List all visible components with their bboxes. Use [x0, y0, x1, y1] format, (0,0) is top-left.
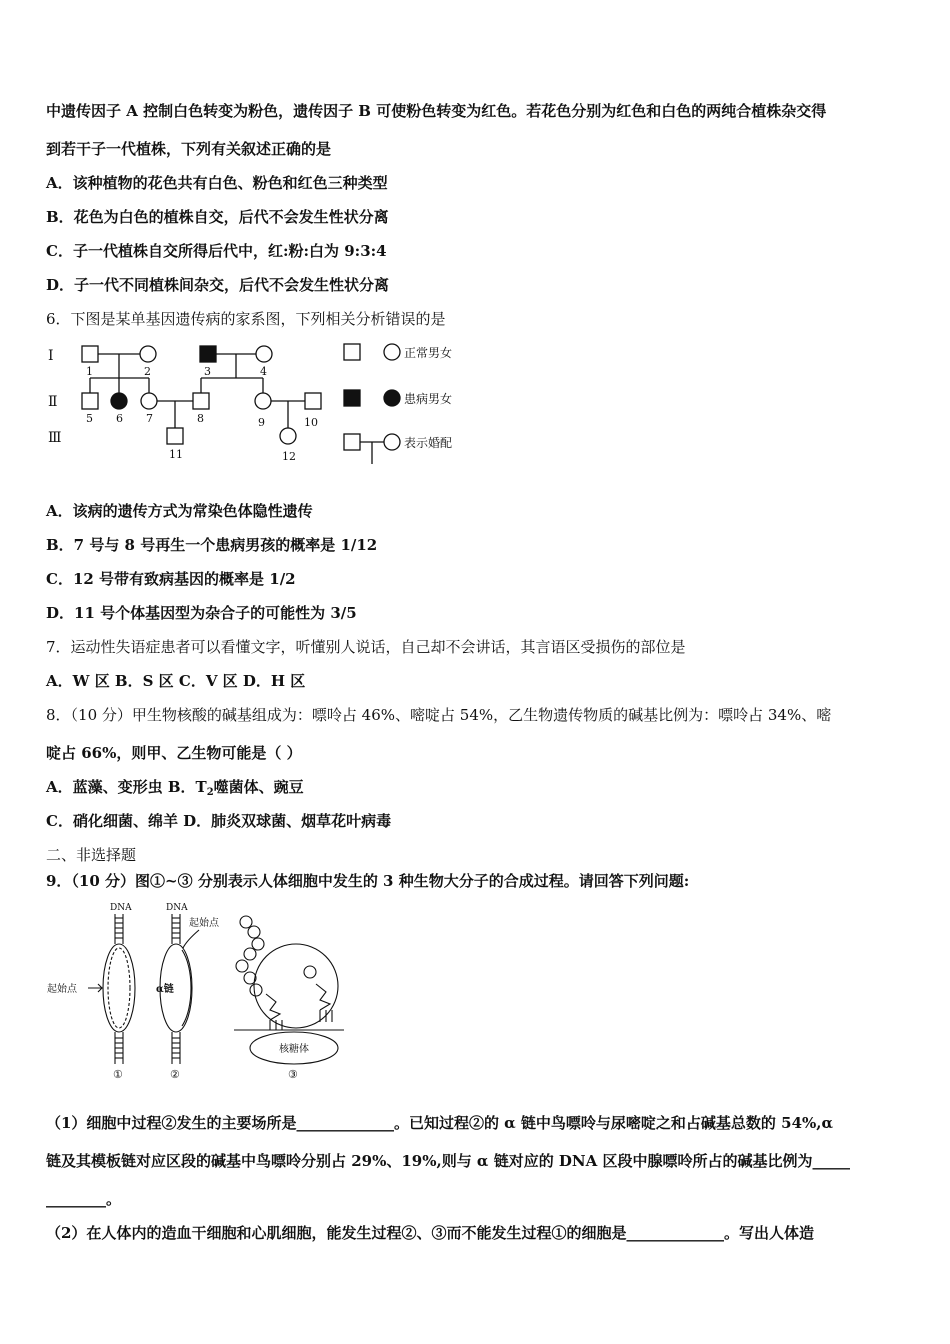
individual-8	[193, 393, 209, 409]
q6-stem: 6．下图是某单基因遗传病的家系图，下列相关分析错误的是	[46, 310, 446, 328]
id-label-11: 11	[169, 448, 183, 461]
legend-affected-male	[344, 390, 360, 406]
id-label-1: 1	[86, 365, 93, 378]
alpha-chain-strand	[182, 950, 191, 1026]
individual-4	[256, 346, 272, 362]
generation-label-3: Ⅲ	[48, 430, 62, 446]
q5-option-c: C．子一代植株自交所得后代中，红:粉:白为 9:3:4	[46, 242, 387, 260]
q9-part1-line-2: 链及其模板链对应区段的碱基中鸟嘌呤分别占 29%、19%,则与 α 链对应的 DNA 区段中腺嘌呤所占的碱基比例为_____	[46, 1152, 850, 1170]
q6-option-b: B．7 号与 8 号再生一个患病男孩的概率是 1/12	[46, 536, 378, 554]
q9-part1-line-1: （1）细胞中过程②发生的主要场所是_____________。已知过程②的 α 链中鸟嘌呤与尿嘧啶之和占碱基总数的 54%,α	[46, 1114, 834, 1132]
legend-normal-female	[384, 344, 400, 360]
dna-ladder-bottom-2	[172, 1032, 180, 1064]
q9-stem: 9．（10 分）图①~③ 分别表示人体细胞中发生的 3 种生物大分子的合成过程。请回答下列问题:	[46, 872, 690, 890]
dna-ladder-top-1	[115, 914, 123, 944]
q8-option-ab-post: 噬菌体、豌豆	[213, 778, 304, 796]
individual-6	[111, 393, 127, 409]
q5-stem-line-2: 到若干子一代植株，下列有关叙述正确的是	[46, 140, 332, 158]
individual-7	[141, 393, 157, 409]
q6-option-d: D．11 号个体基因型为杂合子的可能性为 3/5	[46, 604, 357, 622]
dna-label-2: DNA	[166, 903, 188, 913]
replication-bubble-inner	[108, 948, 130, 1028]
dna-ladder-bottom-1	[115, 1032, 123, 1064]
individual-9	[255, 393, 271, 409]
trna-molecules	[266, 966, 332, 1030]
q9-part2-line-1: （2）在人体内的造血干细胞和心肌细胞，能发生过程②、③而不能发生过程①的细胞是_____________。写出人体造	[46, 1224, 814, 1242]
ribosome-label: 核糖体	[279, 1044, 309, 1055]
synthesis-figure	[44, 898, 364, 1082]
peptide-chain	[236, 916, 264, 996]
q7-stem: 7．运动性失语症患者可以看懂文字，听懂别人说话，自己却不会讲话，其言语区受损伤的部位是	[46, 638, 686, 656]
individual-11	[167, 428, 183, 444]
panel-number-3: ③	[288, 1068, 298, 1081]
id-label-5: 5	[86, 412, 93, 425]
individual-3	[200, 346, 216, 362]
q5-option-a: A．该种植物的花色共有白色、粉色和红色三种类型	[46, 174, 388, 192]
q5-stem-line-1: 中遗传因子 A 控制白色转变为粉色，遗传因子 B 可使粉色转变为红色。若花色分别为红色和白色的两纯合植株杂交得	[46, 102, 827, 120]
origin-pointer-2	[183, 930, 199, 948]
legend-affected-label: 患病男女	[404, 392, 453, 406]
q5-option-b: B．花色为白色的植株自交，后代不会发生性状分离	[46, 208, 389, 226]
alpha-chain-label: α链	[156, 984, 174, 995]
id-label-9: 9	[258, 416, 265, 429]
q8-stem-line-1: 8．（10 分）甲生物核酸的碱基组成为：嘌呤占 46%、嘧啶占 54%，乙生物遗传物质的碱基比例为：嘌呤占 34%、嘧	[46, 706, 832, 724]
pedigree-chart	[42, 338, 472, 468]
id-label-8: 8	[197, 412, 204, 425]
legend-marriage-male	[344, 434, 360, 450]
dna-label-1: DNA	[110, 903, 132, 913]
q6-option-c: C．12 号带有致病基因的概率是 1/2	[46, 570, 296, 588]
individual-2	[140, 346, 156, 362]
id-label-6: 6	[116, 412, 123, 425]
panel-number-2: ②	[170, 1068, 180, 1081]
legend-marriage-label: 表示婚配	[404, 436, 453, 450]
legend-normal-label: 正常男女	[404, 346, 453, 360]
id-label-3: 3	[204, 365, 211, 378]
q6-option-a: A．该病的遗传方式为常染色体隐性遗传	[46, 502, 313, 520]
generation-label-1: Ⅰ	[48, 348, 54, 364]
translation-circle	[254, 944, 338, 1028]
q8-stem-line-2: 啶占 66%，则甲、乙生物可能是（ ）	[46, 744, 302, 762]
generation-label-2: Ⅱ	[48, 394, 58, 410]
origin-label-1: 起始点	[47, 984, 77, 995]
origin-arrow-1	[88, 984, 102, 992]
id-label-12: 12	[282, 450, 296, 463]
individual-1	[82, 346, 98, 362]
section-heading: 二、非选择题	[46, 846, 137, 864]
q7-options: A．W 区 B．S 区 C．V 区 D．H 区	[46, 672, 306, 690]
id-label-10: 10	[304, 416, 318, 429]
individual-5	[82, 393, 98, 409]
q5-option-d: D．子一代不同植株间杂交，后代不会发生性状分离	[46, 276, 390, 294]
legend-marriage-female	[384, 434, 400, 450]
individual-12	[280, 428, 296, 444]
legend-affected-female	[384, 390, 400, 406]
q9-part1-line-3: ________。	[46, 1190, 122, 1208]
q8-option-ab-pre: A．蓝藻、变形虫 B．T	[46, 778, 207, 796]
dna-ladder-top-2	[172, 914, 180, 944]
id-label-2: 2	[144, 365, 151, 378]
id-label-4: 4	[260, 365, 267, 378]
individual-10	[305, 393, 321, 409]
origin-label-2: 起始点	[189, 918, 219, 929]
q8-options-cd: C．硝化细菌、绵羊 D．肺炎双球菌、烟草花叶病毒	[46, 812, 392, 830]
q8-option-ab-subscript: 2	[206, 787, 214, 798]
q8-options-ab	[46, 777, 304, 803]
legend-normal-male	[344, 344, 360, 360]
id-label-7: 7	[146, 412, 153, 425]
panel-number-1: ①	[113, 1068, 123, 1081]
